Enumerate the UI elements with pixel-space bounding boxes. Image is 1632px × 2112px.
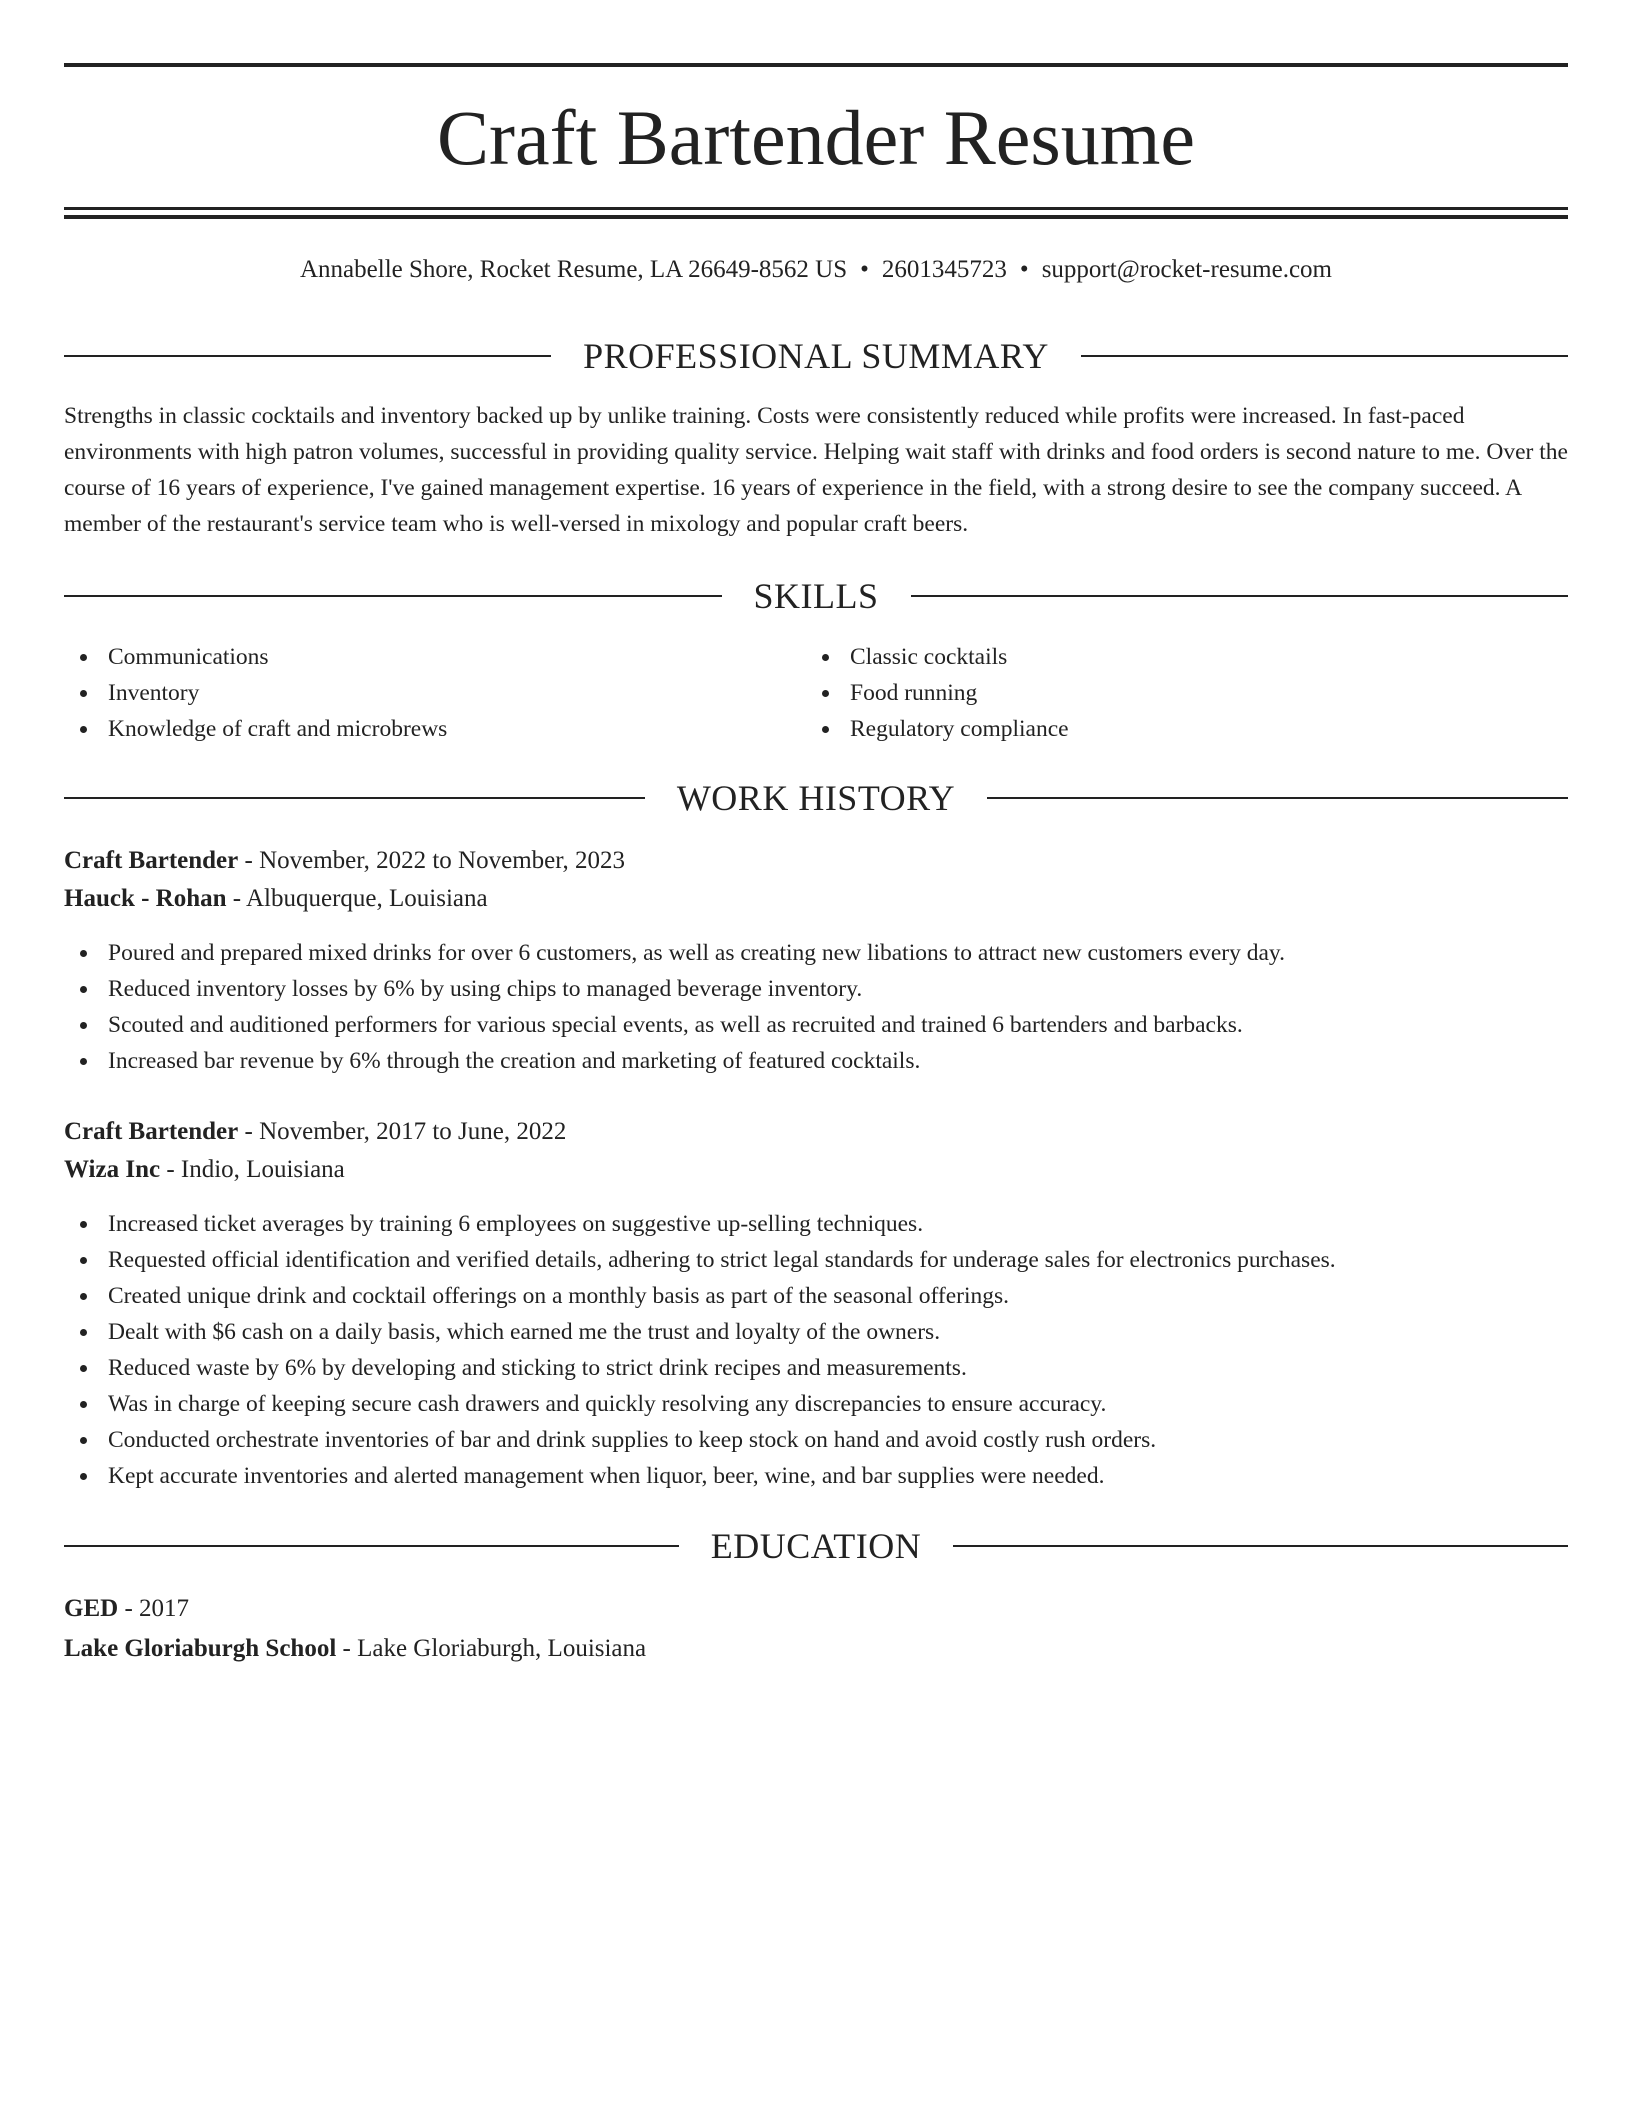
job-bullets bbox=[64, 935, 1568, 1079]
job-bullet: Dealt with $6 cash on a daily basis, which earned me the trust and loyalty of the owners. bbox=[64, 1314, 1568, 1350]
job-bullet: Conducted orchestrate inventories of bar and drink supplies to keep stock on hand and avoid costly rush orders. bbox=[64, 1422, 1568, 1458]
skill-item: Classic cocktails bbox=[806, 639, 1069, 675]
section-heading-education bbox=[64, 1524, 1568, 1568]
job-dates: - November, 2022 to November, 2023 bbox=[238, 847, 626, 874]
skill-item: Food running bbox=[806, 675, 1069, 711]
section-heading-skills bbox=[64, 574, 1568, 618]
heading-rule bbox=[64, 1545, 679, 1547]
job-title-line bbox=[64, 843, 625, 879]
section-title: PROFESSIONAL SUMMARY bbox=[583, 336, 1049, 376]
header-double-rule-upper bbox=[64, 207, 1568, 210]
contact-phone: 2601345723 bbox=[881, 256, 1007, 283]
job-bullet: Created unique drink and cocktail offerings on a monthly basis as part of the seasonal offerings. bbox=[64, 1278, 1568, 1314]
education-degree: GED bbox=[64, 1595, 119, 1622]
heading-rule bbox=[911, 595, 1569, 597]
job-bullet: Requested official identification and verified details, adhering to strict legal standards for underage sales for electronics purchases. bbox=[64, 1242, 1568, 1278]
heading-rule bbox=[987, 797, 1568, 799]
contact-email: support@rocket-resume.com bbox=[1041, 256, 1332, 283]
contact-separator: • bbox=[860, 256, 869, 283]
skills-list-left bbox=[64, 639, 447, 747]
skill-item: Communications bbox=[64, 639, 447, 675]
job-title: Craft Bartender bbox=[64, 1118, 239, 1145]
contact-line bbox=[64, 252, 1568, 288]
header-double-rule-lower bbox=[64, 215, 1568, 219]
job-dates: - November, 2017 to June, 2022 bbox=[238, 1118, 567, 1145]
heading-rule bbox=[64, 355, 551, 357]
job-company-line bbox=[64, 881, 488, 917]
heading-rule bbox=[64, 797, 645, 799]
education-degree-line bbox=[64, 1591, 189, 1627]
header-top-rule bbox=[64, 63, 1568, 67]
job-bullets bbox=[64, 1206, 1568, 1494]
section-heading-summary bbox=[64, 334, 1568, 378]
job-bullet: Reduced inventory losses by 6% by using chips to managed beverage inventory. bbox=[64, 971, 1568, 1007]
job-bullet: Kept accurate inventories and alerted management when liquor, beer, wine, and bar supplies were needed. bbox=[64, 1458, 1568, 1494]
education-school: Lake Gloriaburgh School bbox=[64, 1635, 337, 1662]
job-location: - Indio, Louisiana bbox=[160, 1156, 345, 1183]
job-location: - Albuquerque, Louisiana bbox=[226, 885, 488, 912]
contact-separator: • bbox=[1019, 256, 1029, 283]
job-company: Wiza Inc bbox=[64, 1156, 161, 1183]
skill-item: Inventory bbox=[64, 675, 447, 711]
section-title: EDUCATION bbox=[710, 1526, 922, 1566]
section-title: SKILLS bbox=[753, 576, 879, 616]
job-bullet: Poured and prepared mixed drinks for over 6 customers, as well as creating new libations to attract new customers every day. bbox=[64, 935, 1568, 971]
section-heading-work bbox=[64, 776, 1568, 820]
education-year: - 2017 bbox=[118, 1595, 190, 1622]
job-company-line bbox=[64, 1152, 345, 1188]
job-bullet: Reduced waste by 6% by developing and sticking to strict drink recipes and measurements. bbox=[64, 1350, 1568, 1386]
job-title: Craft Bartender bbox=[64, 847, 239, 874]
heading-rule bbox=[953, 1545, 1568, 1547]
job-bullet: Was in charge of keeping secure cash drawers and quickly resolving any discrepancies to ensure accuracy. bbox=[64, 1386, 1568, 1422]
job-bullet: Increased bar revenue by 6% through the creation and marketing of featured cocktails. bbox=[64, 1043, 1568, 1079]
contact-address: Annabelle Shore, Rocket Resume, LA 26649-8562 US bbox=[300, 256, 848, 283]
job-title-line bbox=[64, 1114, 566, 1150]
heading-rule bbox=[1081, 355, 1568, 357]
education-school-line bbox=[64, 1631, 646, 1667]
heading-rule bbox=[64, 595, 722, 597]
skill-item: Knowledge of craft and microbrews bbox=[64, 711, 447, 747]
resume-title: Craft Bartender Resume bbox=[436, 94, 1196, 181]
education-location: - Lake Gloriaburgh, Louisiana bbox=[336, 1635, 647, 1662]
skills-list-right bbox=[806, 639, 1069, 747]
skill-item: Regulatory compliance bbox=[806, 711, 1069, 747]
job-bullet: Scouted and auditioned performers for various special events, as well as recruited and trained 6 bartenders and barbacks. bbox=[64, 1007, 1568, 1043]
summary-text: Strengths in classic cocktails and inventory backed up by unlike training. Costs were consistently reduced while profits were increased. In fast-paced environments with high patron volumes, successful in providing quality service. Helping wait staff with drinks and food orders is second nature to me. Over the course of 16 years of experience, I've gained management expertise. 16 years of experience in the field, with a strong desire to see the company succeed. A member of the restaurant's service team who is well-versed in mixology and popular craft beers. bbox=[64, 403, 1568, 537]
section-title: WORK HISTORY bbox=[676, 778, 956, 818]
job-bullet: Increased ticket averages by training 6 employees on suggestive up-selling techniques. bbox=[64, 1206, 1568, 1242]
job-company: Hauck - Rohan bbox=[64, 885, 227, 912]
